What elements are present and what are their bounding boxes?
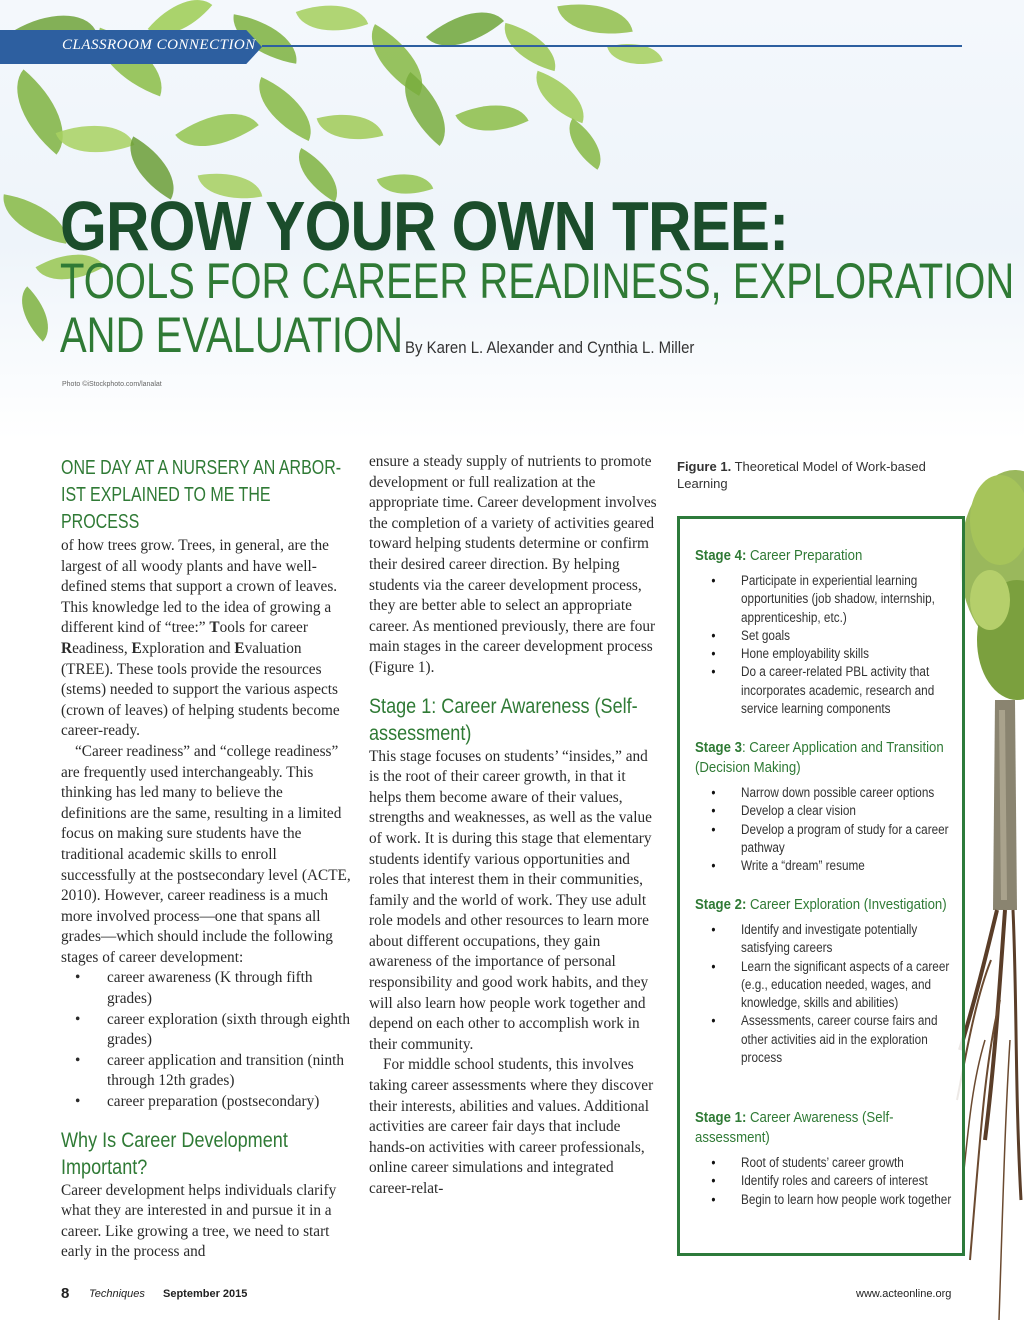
- column-1: [61, 452, 351, 1263]
- website-url: www.acteonline.org: [856, 1288, 952, 1300]
- list-item: • Participate in experiential learning opportunities (job shadow, internship, apprenticeship, etc.): [741, 572, 954, 627]
- list-item: • career exploration (sixth through eighth grades): [107, 1010, 351, 1051]
- tree-illustration: [955, 440, 1024, 1330]
- stage-3: [695, 738, 957, 875]
- stage-list: [695, 572, 957, 718]
- list-item: • career application and transition (ninth through 12th grades): [107, 1051, 351, 1092]
- stage-4: [695, 546, 957, 718]
- list-item: • Root of students’ career growth: [741, 1154, 954, 1172]
- section-heading: Why Is Career Development Important?: [61, 1128, 288, 1179]
- column-2: [369, 452, 659, 1200]
- list-item: • Begin to learn how people work together: [741, 1191, 954, 1209]
- magazine-name: Techniques: [89, 1288, 145, 1300]
- list-item: • Develop a program of study for a career pathway: [741, 821, 954, 858]
- stage-2: [695, 895, 957, 1067]
- paragraph-1: of how trees grow. Trees, in general, are the largest of all woody plants and have well-defined stems that support a crown of leaves. This knowledge led to the idea of growing a different kind of “tree:” Tools for career Readiness, Exploration and Evaluation (TREE). These tools provide the resources (stems) needed to support the various aspects (crown of leaves) of helping students become career-ready.: [61, 537, 340, 740]
- list-item: • Narrow down possible career options: [741, 784, 954, 802]
- paragraph-6: For middle school students, this involves taking career assessments where they discover their interests, abilities and values. Additional activities are career fair days that include hands-on activities with career professionals, online career simulations and integrated career-relat-: [369, 1056, 654, 1197]
- section-heading: Stage 1: Career Awareness (Self-assessment): [369, 694, 638, 745]
- list-item: • Write a “dream” resume: [741, 857, 954, 875]
- photo-credit: Photo ©iStockphoto.com/lanalat: [62, 381, 162, 388]
- list-item: • Identify and investigate potentially satisfying careers: [741, 921, 954, 958]
- figure-caption: Figure 1. Theoretical Model of Work-based Learning: [677, 459, 926, 491]
- article-title: GROW YOUR OWN TREE:: [60, 187, 789, 265]
- list-item: • Assessments, career course fairs and other activities aid in the exploration process: [741, 1012, 954, 1067]
- list-item: • career preparation (postsecondary): [107, 1092, 351, 1113]
- byline: By Karen L. Alexander and Cynthia L. Miller: [405, 338, 695, 357]
- paragraph-2: “Career readiness” and “college readiness” are frequently used interchangeably. This thinking has led many to believe the definitions are the same, resulting in a limited focus on making sure students have the traditional academic skills to enroll successfully at the postsecondary level (ACTE, 2010). However, career readiness is a much more involved process—one that spans all grades—which should include the following stages of career development:: [61, 742, 351, 966]
- stage-title: Stage 4: Career Preparation: [695, 547, 863, 564]
- stage-title: Stage 2: Career Exploration (Investigation): [695, 896, 947, 913]
- list-item: • Set goals: [741, 627, 954, 645]
- issue-date: September 2015: [163, 1288, 248, 1300]
- article-subtitle-line1: TOOLS FOR CAREER READINESS, EXPLORATION: [60, 253, 1015, 309]
- paragraph-3: Career development helps individuals clarify what they are interested in and pursue it in a career. Like growing a tree, we need to start early in the process and: [61, 1181, 337, 1261]
- paragraph-4: ensure a steady supply of nutrients to promote development or full realization at the appropriate time. Career development involves the completion of a variety of activities geared toward helping students determine or confirm their desired career direction. By helping students via the career development process, they are better able to select an appropriate career. As mentioned previously, there are four main stages in the career development process (Figure 1).: [369, 453, 657, 676]
- figure-box: [677, 516, 965, 1256]
- list-item: • Learn the significant aspects of a career (e.g., education needed, wages, and knowledge, skills and abilities): [741, 958, 954, 1013]
- stage-list: [695, 1154, 957, 1209]
- list-item: • Do a career-related PBL activity that incorporates academic, research and service learning components: [741, 663, 954, 718]
- list-item: • Hone employability skills: [741, 645, 954, 663]
- banner-rule: [262, 45, 962, 47]
- stage-list: [695, 784, 957, 875]
- article-subtitle-line2: AND EVALUATION: [60, 307, 404, 363]
- page-number: 8: [61, 1285, 70, 1302]
- stage-1: [695, 1108, 957, 1209]
- stage-title: Stage 1: Career Awareness (Self-assessment): [695, 1109, 894, 1146]
- stages-list: [61, 968, 351, 1112]
- section-label: CLASSROOM CONNECTION: [62, 37, 256, 53]
- list-item: • Identify roles and careers of interest: [741, 1172, 954, 1190]
- stage-list: [695, 921, 957, 1067]
- list-item: • career awareness (K through fifth grades): [107, 968, 351, 1009]
- list-item: • Develop a clear vision: [741, 802, 954, 820]
- lead-in: ONE DAY AT A NURSERY AN ARBOR-IST EXPLAINED TO ME THE PROCESS: [61, 457, 342, 533]
- stage-title: Stage 3: Career Application and Transition (Decision Making): [695, 739, 944, 776]
- paragraph-5: This stage focuses on students’ “insides,” and is the root of their career growth, in that it helps them become aware of their values, strengths and weaknesses, as well as the value of work. It is during this stage that elementary students identify various opportunities and roles that interest them in their communities, family and the world of work. They use adult role models and other resources to learn more about different occupations, they gain awareness of the importance of personal responsibility and good work habits, and they will also learn how people work together and depend on each other to accomplish work in their community.: [369, 747, 652, 1053]
